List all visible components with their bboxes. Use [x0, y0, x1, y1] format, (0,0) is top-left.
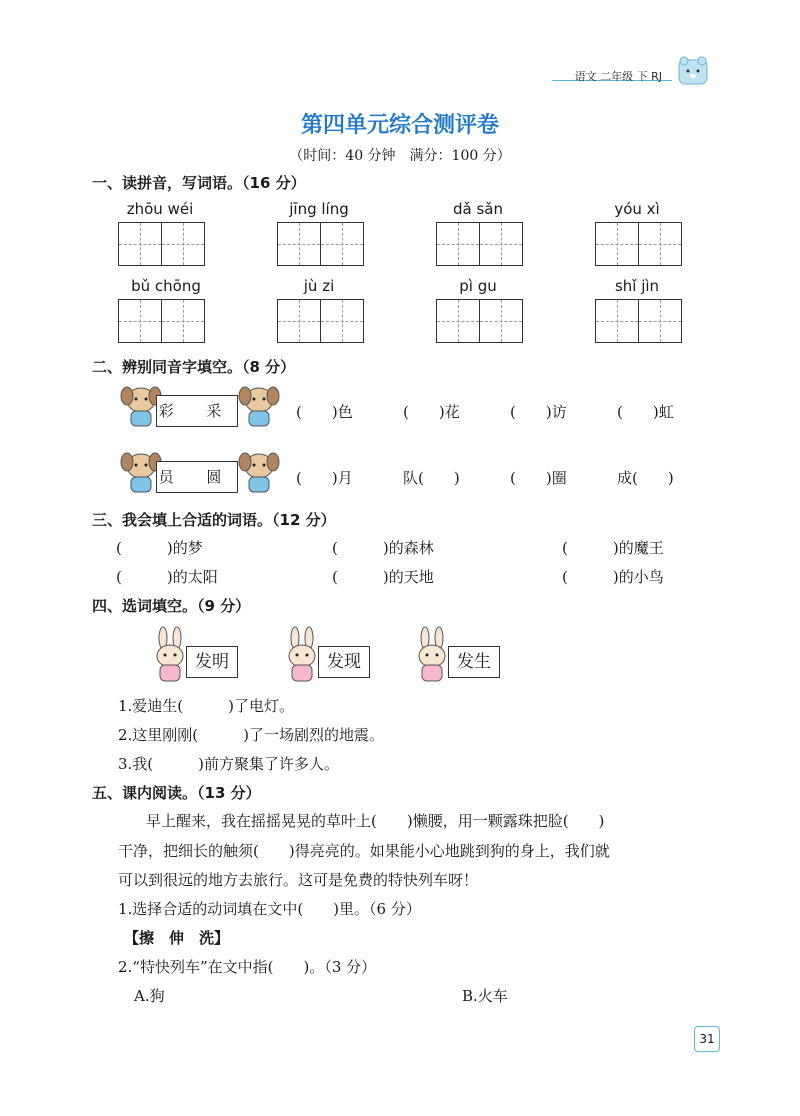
pinyin-label: dǎ sǎn [453, 200, 503, 218]
fill-item: ( )色 [296, 403, 353, 421]
fill-item: ( )的森林 [332, 539, 434, 557]
reading-passage-line: 可以到很远的地方去旅行。这可是免费的特快列车呀！ [118, 871, 479, 889]
pinyin-label: zhōu wéi [126, 200, 194, 218]
section-2-heading: 二、辨别同音字填空。（8 分） [92, 358, 296, 376]
exam-info: （时间：40 分钟 满分：100 分） [289, 148, 511, 164]
bear-icon [676, 54, 710, 88]
reading-passage-line: 早上醒来，我在摇摇晃晃的草叶上( )懒腰，用一颗露珠把脸( ) [146, 812, 605, 830]
fill-item: ( )的天地 [332, 568, 434, 586]
fill-item: ( )的梦 [116, 539, 203, 557]
writing-grid[interactable] [436, 222, 523, 266]
fill-item: ( )的太阳 [116, 568, 218, 586]
fill-item: ( )圈 [510, 469, 567, 487]
section-1-heading: 一、读拼音，写词语。（16 分） [92, 174, 306, 192]
section-3-heading: 三、我会填上合适的词语。（12 分） [92, 511, 336, 529]
reading-passage-line: 干净，把细长的触须( )得亮亮的。如果能小心地跳到狗的身上，我们就 [118, 842, 610, 860]
fill-item: ( )虹 [617, 403, 674, 421]
fill-item: ( )花 [403, 403, 460, 421]
word-choice-box: 发明 [186, 646, 238, 678]
pinyin-label: jīng líng [289, 200, 349, 218]
answer-option-b: B.火车 [462, 987, 508, 1005]
writing-grid[interactable] [118, 222, 205, 266]
question: 1.爱迪生( )了电灯。 [118, 697, 295, 715]
word-choice-box: 发现 [318, 646, 370, 678]
fill-item: 队( ) [403, 469, 460, 487]
section-4-heading: 四、选词填空。（9 分） [92, 597, 251, 615]
pinyin-label: jù zi [303, 277, 335, 295]
fill-item: 成( ) [617, 469, 674, 487]
fill-item: ( )的魔王 [562, 539, 664, 557]
writing-grid[interactable] [595, 222, 682, 266]
question: 2.“特快列车”在文中指( )。（3 分） [118, 958, 377, 976]
writing-grid[interactable] [436, 299, 523, 343]
pinyin-label: yóu xì [614, 200, 660, 218]
bunny-icon [150, 626, 190, 690]
homophone-box: 员 圆 [156, 461, 238, 493]
question: 1.选择合适的动词填在文中( )里。（6 分） [118, 900, 421, 918]
bunny-icon [282, 626, 322, 690]
header-label: 语文 二年级 下 RJ [574, 70, 662, 83]
writing-grid[interactable] [595, 299, 682, 343]
writing-grid[interactable] [118, 299, 205, 343]
writing-grid[interactable] [277, 299, 364, 343]
writing-grid[interactable] [277, 222, 364, 266]
bunny-icon [412, 626, 452, 690]
section-5-heading: 五、课内阅读。（13 分） [92, 784, 261, 802]
fill-item: ( )月 [296, 469, 353, 487]
answer-option-a: A.狗 [134, 987, 165, 1005]
page-title: 第四单元综合测评卷 [300, 113, 499, 138]
puppy-icon [236, 384, 282, 432]
fill-item: ( )访 [510, 403, 567, 421]
pinyin-label: bǔ chōng [131, 277, 201, 295]
pinyin-label: shǐ jìn [614, 277, 660, 295]
word-choice-box: 发生 [448, 646, 500, 678]
page-number: 31 [694, 1026, 720, 1052]
fill-item: ( )的小鸟 [562, 568, 664, 586]
verb-options: 【擦 伸 洗】 [124, 929, 230, 947]
question: 2.这里刚刚( )了一场剧烈的地震。 [118, 726, 385, 744]
header-bar [552, 68, 672, 82]
pinyin-label: pì gu [459, 277, 497, 295]
question: 3.我( )前方聚集了许多人。 [118, 755, 340, 773]
puppy-icon [236, 450, 282, 498]
homophone-box: 彩 采 [156, 395, 238, 427]
